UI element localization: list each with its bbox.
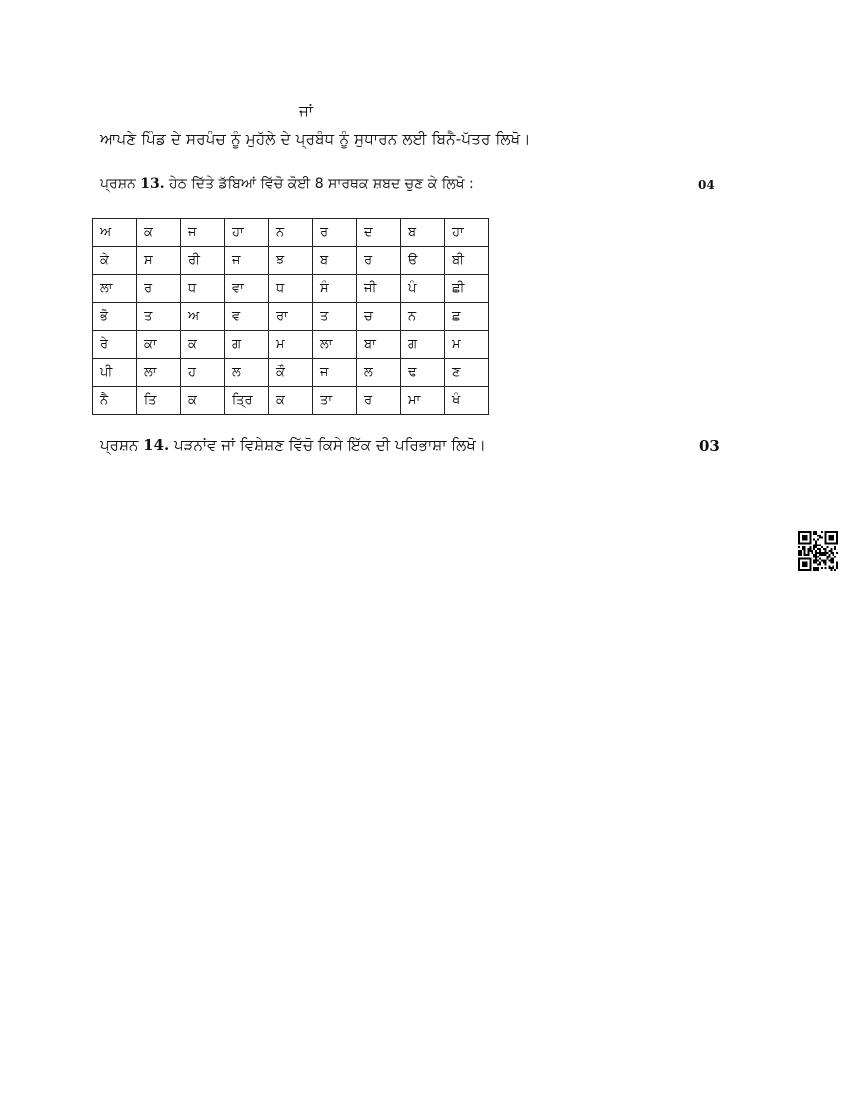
grid-cell: ਲ [225,359,269,387]
grid-cell: ਬ [313,247,357,275]
grid-cell: ਰੀ [181,247,225,275]
grid-cell: ਮ [445,331,489,359]
question-13-number: 13. [140,176,165,192]
grid-cell: ਕ [137,219,181,247]
grid-row [93,387,489,415]
grid-cell: ਣ [445,359,489,387]
grid-cell: ਤਿ [137,387,181,415]
grid-cell: ਤ [137,303,181,331]
grid-cell: ਤ੍ਰਿ [225,387,269,415]
grid-cell: ਤ [313,303,357,331]
question-14-text: ਪੜਨਾਂਵ ਜਾਂ ਵਿਸ਼ੇਸ਼ਣ ਵਿੱਚੋ ਕਿਸੇ ਇੱਕ ਦੀ ਪਰਿਭਾਸ਼ਾ ਲਿਖੋ। [169,436,486,454]
grid-cell: ਬੀ [445,247,489,275]
grid-row [93,359,489,387]
question-14-prefix: ਪ੍ਰਸ਼ਨ [100,436,144,454]
grid-cell: ਵ [225,303,269,331]
grid-row [93,219,489,247]
question-14-marks: 03 [699,437,720,455]
grid-cell: ਨੈ [93,387,137,415]
grid-cell: ਰਾ [269,303,313,331]
grid-cell: ਕਾ [137,331,181,359]
grid-cell: ਕ [269,387,313,415]
grid-cell: ਧ [269,275,313,303]
grid-cell: ਗ [225,331,269,359]
grid-cell: ਪੀ [93,359,137,387]
question-14 [100,436,486,454]
grid-cell: ਛ [445,303,489,331]
question-13-marks: 04 [698,178,715,192]
qr-code-icon [798,531,838,571]
grid-cell: ਕ [181,387,225,415]
grid-cell: ਝ [269,247,313,275]
grid-cell: ਲ [357,359,401,387]
grid-cell: ਲਾ [313,331,357,359]
grid-cell: ਦ [357,219,401,247]
grid-cell: ਰ [313,219,357,247]
letter-grid [92,218,489,415]
grid-cell: ਬ [401,219,445,247]
grid-cell: ਹਾ [445,219,489,247]
grid-cell: ਛੀ [445,275,489,303]
question-13-prefix: ਪ੍ਰਸ਼ਨ [100,176,141,192]
grid-cell: ਅ [93,219,137,247]
grid-cell: ਵਾ [225,275,269,303]
grid-cell: ਹਾ [225,219,269,247]
grid-cell: ਬਾ [357,331,401,359]
grid-cell: ਲਾ [93,275,137,303]
grid-cell: ਜ [225,247,269,275]
grid-cell: ਕੇ [93,247,137,275]
grid-cell: ਜ [313,359,357,387]
grid-cell: ਸੰ [313,275,357,303]
question-13 [100,176,474,192]
grid-cell: ਰ [137,275,181,303]
question-13-text: ਹੇਠ ਦਿੱਤੇ ਡੱਬਿਆਂ ਵਿੱਚੋ ਕੋਈ 8 ਸਾਰਥਕ ਸ਼ਬਦ ਚੁਣ ਕੇ ਲਿਖੋ : [164,176,474,192]
grid-cell: ਜ [181,219,225,247]
grid-row [93,247,489,275]
or-text: ਜਾਂ [299,102,314,120]
grid-row [93,275,489,303]
grid-cell: ਰ [357,247,401,275]
grid-cell: ਨ [269,219,313,247]
grid-cell: ਖੰ [445,387,489,415]
grid-cell: ਮਾ [401,387,445,415]
grid-cell: ਕ [181,331,225,359]
grid-row [93,331,489,359]
grid-cell: ਚ [357,303,401,331]
grid-row [93,303,489,331]
grid-cell: ਹ [181,359,225,387]
grid-cell: ਧ [181,275,225,303]
grid-cell: ਢ [401,359,445,387]
grid-cell: ਨ [401,303,445,331]
grid-cell: ਰੇ [93,331,137,359]
grid-cell: ਤਾ [313,387,357,415]
question-14-number: 14. [143,436,170,454]
grid-cell: ਗ [401,331,445,359]
grid-cell: ਭੋ [93,303,137,331]
grid-cell: ੳ [401,247,445,275]
grid-cell: ਜੀ [357,275,401,303]
grid-cell: ਅ [181,303,225,331]
grid-cell: ਰ [357,387,401,415]
task-text: ਆਪਣੇ ਪਿੰਡ ਦੇ ਸਰਪੰਚ ਨੂੰ ਮੁਹੱਲੇ ਦੇ ਪ੍ਰਬੰਧ ਨੂੰ ਸੁਧਾਰਨ ਲਈ ਬਿਨੈ-ਪੱਤਰ ਲਿਖੋ। [100,130,531,148]
grid-cell: ਮ [269,331,313,359]
grid-cell: ਪੰ [401,275,445,303]
grid-cell: ਕੌ [269,359,313,387]
grid-cell: ਲਾ [137,359,181,387]
grid-cell: ਸ [137,247,181,275]
